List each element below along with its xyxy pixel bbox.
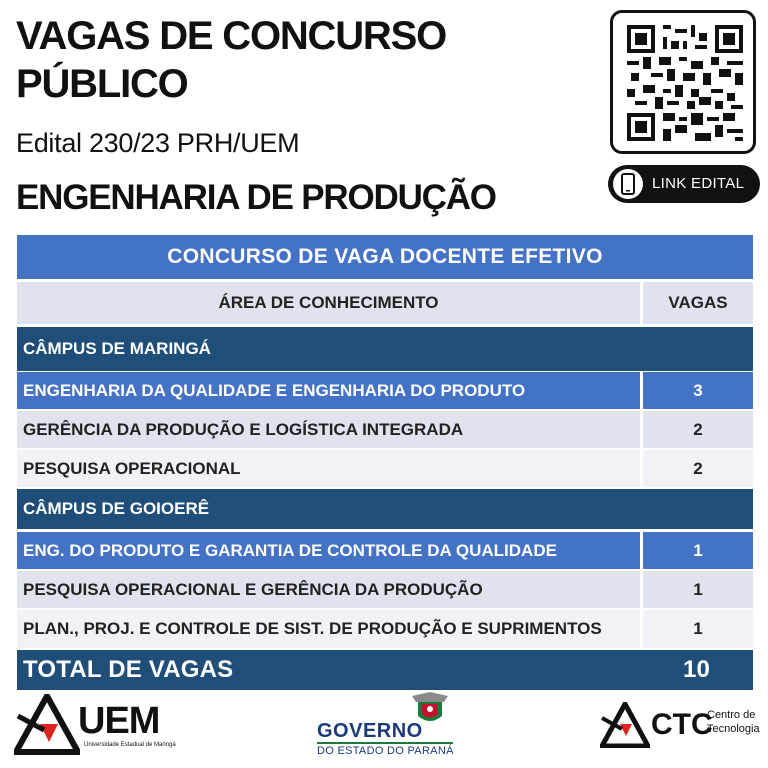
qr-code-icon[interactable] <box>610 10 756 154</box>
link-edital-label: LINK EDITAL <box>652 175 745 192</box>
table-row-area: GERÊNCIA DA PRODUÇÃO E LOGÍSTICA INTEGRADA <box>17 411 640 448</box>
uem-logo-subtitle: Universidade Estadual de Maringá <box>84 742 176 748</box>
table-row-vagas: 3 <box>643 372 753 409</box>
smartphone-icon <box>613 169 643 199</box>
governo-divider <box>317 742 453 744</box>
course-name: ENGENHARIA DE PRODUÇÃO <box>16 178 496 217</box>
table-row-area: ENGENHARIA DA QUALIDADE E ENGENHARIA DO PRODUTO <box>17 372 640 409</box>
uem-logo-text: UEM <box>78 700 160 742</box>
campus-header-maringa: CÂMPUS DE MARINGÁ <box>17 327 753 371</box>
total-label: TOTAL DE VAGAS <box>17 650 640 690</box>
table-row-vagas: 2 <box>643 411 753 448</box>
column-header-vagas: VAGAS <box>643 282 753 324</box>
campus-header-goioere: CÂMPUS DE GOIOERÊ <box>17 489 753 529</box>
edital-subtitle: Edital 230/23 PRH/UEM <box>16 128 300 158</box>
ctc-logo-subtitle: Centro de Tecnologia <box>707 709 760 735</box>
column-header-area: ÁREA DE CONHECIMENTO <box>17 282 640 324</box>
table-row-vagas: 1 <box>643 532 753 569</box>
table-row-area: PLAN., PROJ. E CONTROLE DE SIST. DE PRODUÇÃO E SUPRIMENTOS <box>17 610 640 648</box>
table-row-area: PESQUISA OPERACIONAL E GERÊNCIA DA PRODUÇÃO <box>17 571 640 608</box>
table-row-vagas: 1 <box>643 571 753 608</box>
total-value: 10 <box>640 650 753 690</box>
ctc-logo-icon <box>600 702 650 748</box>
table-row-vagas: 2 <box>643 450 753 487</box>
table-row-area: PESQUISA OPERACIONAL <box>17 450 640 487</box>
table-title: CONCURSO DE VAGA DOCENTE EFETIVO <box>17 235 753 279</box>
ctc-logo-text: CTC <box>651 708 713 741</box>
governo-logo-subtitle: DO ESTADO DO PARANÁ <box>317 745 454 757</box>
footer-logos <box>0 690 768 768</box>
table-row-vagas: 1 <box>643 610 753 648</box>
uem-logo-icon <box>14 694 80 756</box>
page-title: VAGAS DE CONCURSO PÚBLICO <box>16 14 447 106</box>
qr-code-graphic <box>627 25 743 141</box>
link-edital-button[interactable] <box>608 165 760 203</box>
governo-logo-text: GOVERNO <box>317 720 423 742</box>
table-row-area: ENG. DO PRODUTO E GARANTIA DE CONTROLE DA QUALIDADE <box>17 532 640 569</box>
